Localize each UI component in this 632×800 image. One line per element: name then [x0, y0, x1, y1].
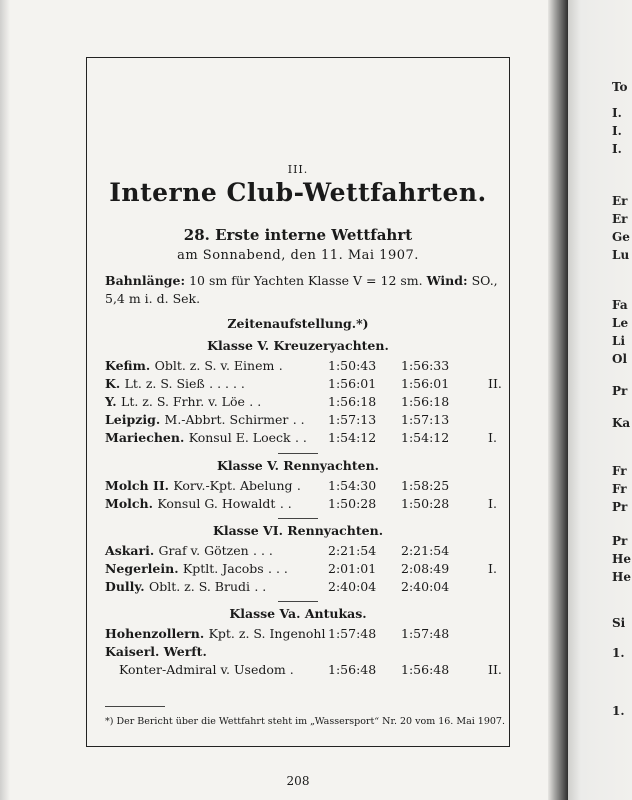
race-date: am Sonnabend, den 11. Mai 1907. — [177, 248, 419, 263]
table-row — [105, 358, 505, 378]
right-page-text: 1. — [612, 704, 625, 718]
time-sailed: 1:56:48 — [328, 662, 377, 677]
boat-name: Dully. Oblt. z. S. Brudi . . — [105, 579, 267, 594]
boat-name: Kaiserl. Werft. — [105, 644, 207, 659]
boat-name: Askari. Graf v. Götzen . . . — [105, 543, 273, 558]
right-page-text: Ol — [612, 352, 628, 366]
boat-name: Kefim. Oblt. z. S. v. Einem . — [105, 358, 283, 373]
time-corrected: 2:08:49 — [401, 561, 450, 576]
table-row — [105, 430, 505, 450]
right-page-text: Pr — [612, 384, 628, 398]
time-sailed: 1:57:48 — [328, 626, 377, 641]
right-page-text: I. — [612, 142, 622, 156]
footnote-rule — [105, 706, 165, 707]
table-row — [105, 412, 505, 432]
boat-name: Hohenzollern. Kpt. z. S. Ingenohl — [105, 626, 326, 641]
left-page-edge — [0, 0, 10, 800]
section-number: III. — [287, 163, 309, 176]
time-sailed: 1:50:28 — [328, 496, 377, 511]
boat-name: K. Lt. z. S. Sieß . . . . . — [105, 376, 245, 391]
time-sailed: 2:01:01 — [328, 561, 377, 576]
divider — [278, 601, 318, 602]
wind-text: SO., 5,4 m i. d. Sek. — [105, 273, 498, 306]
time-corrected: 1:56:48 — [401, 662, 450, 677]
prize: I. — [488, 430, 497, 445]
book-binding — [548, 0, 568, 800]
table-row — [105, 376, 505, 396]
table-row — [105, 394, 505, 414]
time-sailed: 2:40:04 — [328, 579, 377, 594]
time-corrected: 1:57:13 — [401, 412, 450, 427]
boat-name: Molch. Konsul G. Howaldt . . — [105, 496, 292, 511]
divider — [278, 453, 318, 454]
right-page-text: Er — [612, 212, 628, 226]
time-corrected: 1:56:01 — [401, 376, 450, 391]
boat-name: Y. Lt. z. S. Frhr. v. Löe . . — [105, 394, 262, 409]
page-title: Interne Club-Wettfahrten. — [109, 178, 487, 207]
divider — [278, 518, 318, 519]
right-page-text: I. — [612, 106, 622, 120]
time-corrected: 1:58:25 — [401, 478, 450, 493]
time-corrected: 2:40:04 — [401, 579, 450, 594]
course-text: 10 sm für Yachten Klasse V = 12 sm. — [189, 273, 423, 288]
time-corrected: 1:57:48 — [401, 626, 450, 641]
right-page-text: To — [612, 80, 628, 94]
time-corrected: 1:50:28 — [401, 496, 450, 511]
right-page-text: 1. — [612, 646, 625, 660]
page-number: 208 — [286, 774, 310, 788]
class-heading: Klasse V. Kreuzeryachten. — [207, 338, 389, 353]
time-sailed: 1:57:13 — [328, 412, 377, 427]
time-sailed: 1:56:18 — [328, 394, 377, 409]
right-page-text: Le — [612, 316, 629, 330]
time-corrected: 1:56:33 — [401, 358, 450, 373]
time-corrected: 2:21:54 — [401, 543, 450, 558]
boat-name: Mariechen. Konsul E. Loeck . . — [105, 430, 307, 445]
table-row — [105, 579, 505, 599]
timing-title: Zeitenaufstellung.*) — [227, 316, 369, 331]
time-sailed: 1:50:43 — [328, 358, 377, 373]
table-row — [105, 626, 505, 646]
time-corrected: 1:54:12 — [401, 430, 450, 445]
right-page-text: Si — [612, 616, 626, 630]
prize: II. — [488, 662, 502, 677]
class-heading: Klasse Va. Antukas. — [229, 606, 367, 621]
course-label: Bahnlänge: — [105, 273, 186, 288]
boat-name: Negerlein. Kptlt. Jacobs . . . — [105, 561, 288, 576]
table-row — [105, 561, 505, 581]
wind-label: Wind: — [426, 273, 468, 288]
table-row — [105, 478, 505, 498]
right-page-text: Fr — [612, 482, 627, 496]
time-sailed: 1:56:01 — [328, 376, 377, 391]
right-page-text: He — [612, 552, 631, 566]
right-page-text: Lu — [612, 248, 630, 262]
right-page-text: Pr — [612, 500, 628, 514]
right-page-text: He — [612, 570, 631, 584]
table-row — [105, 543, 505, 563]
race-title: 28. Erste interne Wettfahrt — [183, 226, 413, 244]
right-page-text: Fa — [612, 298, 628, 312]
class-heading: Klasse VI. Rennyachten. — [212, 523, 384, 538]
table-row — [105, 644, 505, 664]
prize: I. — [488, 496, 497, 511]
owner-name: Konter-Admiral v. Usedom . — [119, 662, 294, 677]
footnote: *) Der Bericht über die Wettfahrt steht im „Wassersport“ Nr. 20 vom 16. Mai 1907. — [105, 716, 505, 727]
table-row — [105, 662, 505, 682]
right-page-text: Ka — [612, 416, 631, 430]
right-page-text: Pr — [612, 534, 628, 548]
right-page-text: Li — [612, 334, 625, 348]
right-page — [568, 0, 632, 800]
right-page-text: Fr — [612, 464, 627, 478]
table-row — [105, 496, 505, 516]
prize: II. — [488, 376, 502, 391]
boat-name: Molch II. Korv.-Kpt. Abelung . — [105, 478, 301, 493]
time-sailed: 1:54:30 — [328, 478, 377, 493]
time-sailed: 2:21:54 — [328, 543, 377, 558]
course-info — [105, 272, 505, 308]
right-page-text: Er — [612, 194, 628, 208]
class-heading: Klasse V. Rennyachten. — [216, 458, 380, 473]
time-sailed: 1:54:12 — [328, 430, 377, 445]
time-corrected: 1:56:18 — [401, 394, 450, 409]
right-page-text: I. — [612, 124, 622, 138]
boat-name: Leipzig. M.-Abbrt. Schirmer . . — [105, 412, 305, 427]
prize: I. — [488, 561, 497, 576]
right-page-text: Ge — [612, 230, 630, 244]
